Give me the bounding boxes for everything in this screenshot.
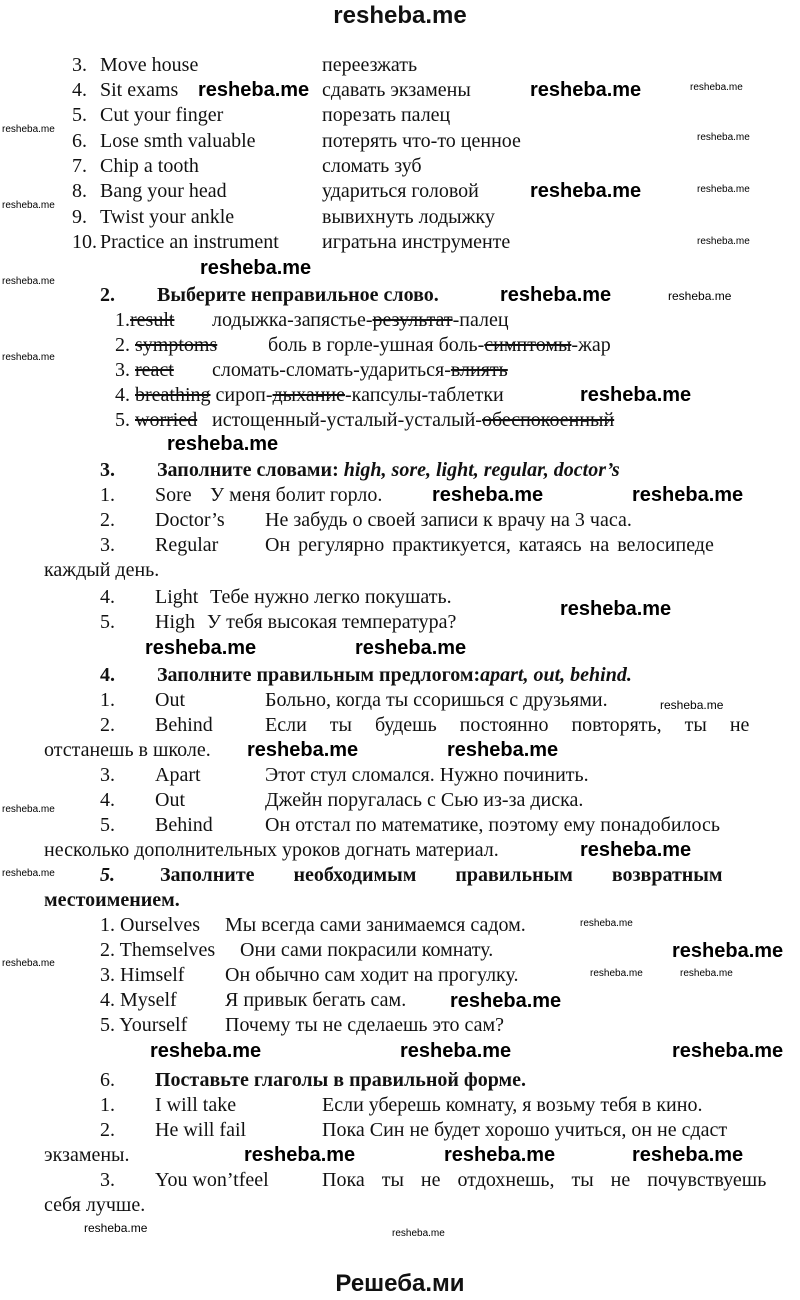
wrong-word: worried: [135, 409, 198, 431]
row-number: 5.: [115, 409, 130, 431]
english-phrase: Sit exams: [100, 79, 179, 101]
russian-translation: вывихнуть лодыжку: [322, 206, 495, 228]
row-number: 6.: [72, 130, 87, 152]
watermark: resheba.me: [2, 804, 55, 815]
section-heading-continued: местоимением.: [44, 889, 180, 911]
row-number: 4.: [115, 384, 130, 406]
english-phrase: Twist your ankle: [100, 206, 235, 228]
section-number: 6.: [100, 1069, 115, 1091]
row-number: 1.: [100, 914, 115, 936]
row-number: 4.: [72, 79, 87, 101]
watermark: resheba.me: [580, 384, 692, 406]
row-number: 4.: [100, 586, 115, 608]
word-list: apart, out, behind.: [480, 664, 632, 686]
wrong-word: symptoms: [135, 334, 218, 356]
word-chain-end: -палец: [452, 309, 509, 331]
row-number: 3.: [100, 964, 115, 986]
site-header: resheba.me: [333, 2, 467, 29]
watermark: resheba.me: [530, 180, 642, 202]
word-chain: сироп-: [215, 384, 273, 406]
answer-word: Doctor’s: [155, 509, 225, 531]
watermark: resheba.me: [580, 839, 692, 861]
watermark: resheba.me: [672, 1040, 784, 1062]
row-number: 3.: [115, 359, 130, 381]
russian-translation: игратьна инструменте: [322, 231, 511, 253]
row-number: 4.: [100, 789, 115, 811]
watermark: resheba.me: [2, 200, 55, 211]
crossed-word: влиять: [450, 359, 508, 381]
russian-sentence: Если ты будешь постоянно повторять, ты не: [265, 714, 750, 736]
row-number: 1.: [115, 309, 130, 331]
answer-word: Sore: [155, 484, 192, 506]
watermark: resheba.me: [247, 739, 359, 761]
watermark: resheba.me: [672, 940, 784, 962]
word-chain: лодыжка-запястье-: [212, 309, 373, 331]
russian-sentence: Пока Син не будет хорошо учиться, он не сдаст: [322, 1119, 728, 1141]
russian-sentence: Не забудь о своей записи к врачу на 3 часа.: [265, 509, 632, 531]
watermark: resheba.me: [150, 1040, 262, 1062]
russian-sentence: Если уберешь комнату, я возьму тебя в кино.: [322, 1094, 703, 1116]
watermark: resheba.me: [145, 637, 257, 659]
russian-translation: потерять что-то ценное: [322, 130, 521, 152]
watermark: resheba.me: [2, 276, 55, 287]
watermark: resheba.me: [400, 1040, 512, 1062]
watermark: resheba.me: [2, 124, 55, 135]
russian-sentence: Они сами покрасили комнату.: [240, 939, 494, 961]
russian-translation: переезжать: [322, 54, 418, 76]
watermark: resheba.me: [500, 284, 612, 306]
row-number: 3.: [100, 1169, 115, 1191]
watermark: resheba.me: [590, 968, 643, 979]
row-number: 2.: [100, 1119, 115, 1141]
row-number: 5.: [100, 814, 115, 836]
section-number: 2.: [100, 284, 115, 306]
answer-word: You won’tfeel: [155, 1169, 269, 1191]
answer-word: Himself: [120, 964, 185, 986]
english-phrase: Lose smth valuable: [100, 130, 256, 152]
watermark: resheba.me: [530, 79, 642, 101]
watermark: resheba.me: [200, 257, 312, 279]
watermark: resheba.me: [632, 484, 744, 506]
watermark: resheba.me: [447, 739, 559, 761]
row-number: 5.: [100, 1014, 115, 1036]
english-phrase: Practice an instrument: [100, 231, 279, 253]
russian-sentence: Пока ты не отдохнешь, ты не почувствуешь: [322, 1169, 767, 1191]
answer-word: Out: [155, 789, 185, 811]
russian-sentence: У меня болит горло.: [210, 484, 383, 506]
row-number: 5.: [100, 611, 115, 633]
answer-word: He will fail: [155, 1119, 247, 1141]
row-number: 7.: [72, 155, 87, 177]
row-number: 10.: [72, 231, 97, 253]
row-number: 1.: [100, 689, 115, 711]
wrong-word: react: [135, 359, 174, 381]
russian-sentence-continued: экзамены.: [44, 1144, 130, 1166]
watermark: resheba.me: [84, 1221, 148, 1235]
row-number: 3.: [72, 54, 87, 76]
row-number: 1.: [100, 1094, 115, 1116]
row-number: 3.: [100, 534, 115, 556]
watermark: resheba.me: [697, 132, 750, 143]
english-phrase: Chip a tooth: [100, 155, 199, 177]
section-heading: Выберите неправильное слово.: [157, 284, 439, 306]
watermark: resheba.me: [580, 918, 633, 929]
watermark: resheba.me: [660, 698, 724, 712]
answer-word: Regular: [155, 534, 219, 556]
russian-sentence: Он отстал по математике, поэтому ему понадобилось: [265, 814, 721, 836]
section-number: 5.: [100, 864, 115, 886]
watermark: resheba.me: [2, 352, 55, 363]
english-phrase: Bang your head: [100, 180, 227, 202]
section-heading: Заполните словами:: [157, 459, 344, 481]
section-heading: Заполните правильным предлогом:: [157, 664, 481, 686]
answer-word: Behind: [155, 814, 213, 836]
russian-sentence: Мы всегда сами занимаемся садом.: [225, 914, 526, 936]
wrong-word: breathing: [135, 384, 211, 406]
answer-word: High: [155, 611, 195, 633]
answer-word: I will take: [155, 1094, 237, 1116]
row-number: 2.: [100, 939, 115, 961]
russian-sentence: Этот стул сломался. Нужно починить.: [265, 764, 589, 786]
row-number: 5.: [72, 104, 87, 126]
russian-sentence: Я привык бегать сам.: [225, 989, 407, 1011]
section-number: 4.: [100, 664, 115, 686]
word-chain: сломать-сломать-удариться-: [212, 359, 451, 381]
watermark: resheba.me: [167, 433, 279, 455]
word-list: high, sore, light, regular, doctor’s: [343, 459, 620, 481]
russian-sentence: Джейн поругалась с Сью из-за диска.: [265, 789, 584, 811]
russian-sentence: Он обычно сам ходит на прогулку.: [225, 964, 519, 986]
watermark: resheba.me: [697, 236, 750, 247]
watermark: resheba.me: [560, 598, 672, 620]
word-chain: боль в горле-ушная боль-: [268, 334, 485, 356]
watermark: resheba.me: [668, 289, 732, 303]
russian-translation: порезать палец: [322, 104, 451, 126]
russian-sentence-continued: отстанешь в школе.: [44, 739, 211, 761]
row-number: 1.: [100, 484, 115, 506]
row-number: 2.: [100, 714, 115, 736]
crossed-word: дыхание: [272, 384, 345, 406]
russian-sentence: Он регулярно практикуется, катаясь на велосипеде: [265, 534, 714, 556]
row-number: 3.: [100, 764, 115, 786]
answer-word: Ourselves: [120, 914, 200, 936]
watermark: resheba.me: [444, 1144, 556, 1166]
crossed-word: обеспокоенный: [481, 409, 615, 431]
watermark: resheba.me: [244, 1144, 356, 1166]
word-chain-end: -жар: [571, 334, 611, 356]
watermark: resheba.me: [432, 484, 544, 506]
russian-sentence: У тебя высокая температура?: [207, 611, 457, 633]
row-number: 2.: [115, 334, 130, 356]
watermark: resheba.me: [697, 184, 750, 195]
watermark: resheba.me: [392, 1228, 445, 1239]
answer-word: Out: [155, 689, 185, 711]
russian-translation: сдавать экзамены: [322, 79, 471, 101]
english-phrase: Move house: [100, 54, 199, 76]
row-number: 4.: [100, 989, 115, 1011]
watermark: resheba.me: [680, 968, 733, 979]
row-number: 8.: [72, 180, 87, 202]
english-phrase: Cut your finger: [100, 104, 224, 126]
crossed-word: симптомы: [484, 334, 572, 356]
word-chain: истощенный-усталый-усталый-: [212, 409, 482, 431]
russian-translation: сломать зуб: [322, 155, 422, 177]
russian-sentence-continued: себя лучше.: [44, 1194, 146, 1216]
russian-sentence: Тебе нужно легко покушать.: [210, 586, 452, 608]
row-number: 2.: [100, 509, 115, 531]
russian-translation: удариться головой: [322, 180, 479, 202]
section-number: 3.: [100, 459, 115, 481]
answer-word: Yourself: [119, 1014, 188, 1036]
answer-word: Behind: [155, 714, 213, 736]
watermark: resheba.me: [450, 990, 562, 1012]
site-footer: Решеба.ми: [335, 1270, 465, 1297]
russian-sentence-continued: каждый день.: [44, 559, 160, 581]
answer-word: Apart: [155, 764, 201, 786]
russian-sentence: Больно, когда ты ссоришься с друзьями.: [265, 689, 608, 711]
watermark: resheba.me: [355, 637, 467, 659]
word-chain-end: -капсулы-таблетки: [345, 384, 504, 406]
watermark: resheba.me: [198, 79, 310, 101]
answer-word: Myself: [120, 989, 177, 1011]
answer-word: Light: [155, 586, 199, 608]
crossed-word: результат: [372, 309, 453, 331]
watermark: resheba.me: [2, 958, 55, 969]
section-heading: Заполните необходимым правильным возвратным: [160, 864, 723, 886]
watermark: resheba.me: [2, 868, 55, 879]
section-heading: Поставьте глаголы в правильной форме.: [155, 1069, 527, 1091]
answer-word: Themselves: [119, 939, 216, 961]
wrong-word: result: [130, 309, 175, 331]
watermark: resheba.me: [632, 1144, 744, 1166]
row-number: 9.: [72, 206, 87, 228]
russian-sentence: Почему ты не сделаешь это сам?: [225, 1014, 505, 1036]
watermark: resheba.me: [690, 82, 743, 93]
russian-sentence-continued: несколько дополнительных уроков догнать материал.: [44, 839, 499, 861]
